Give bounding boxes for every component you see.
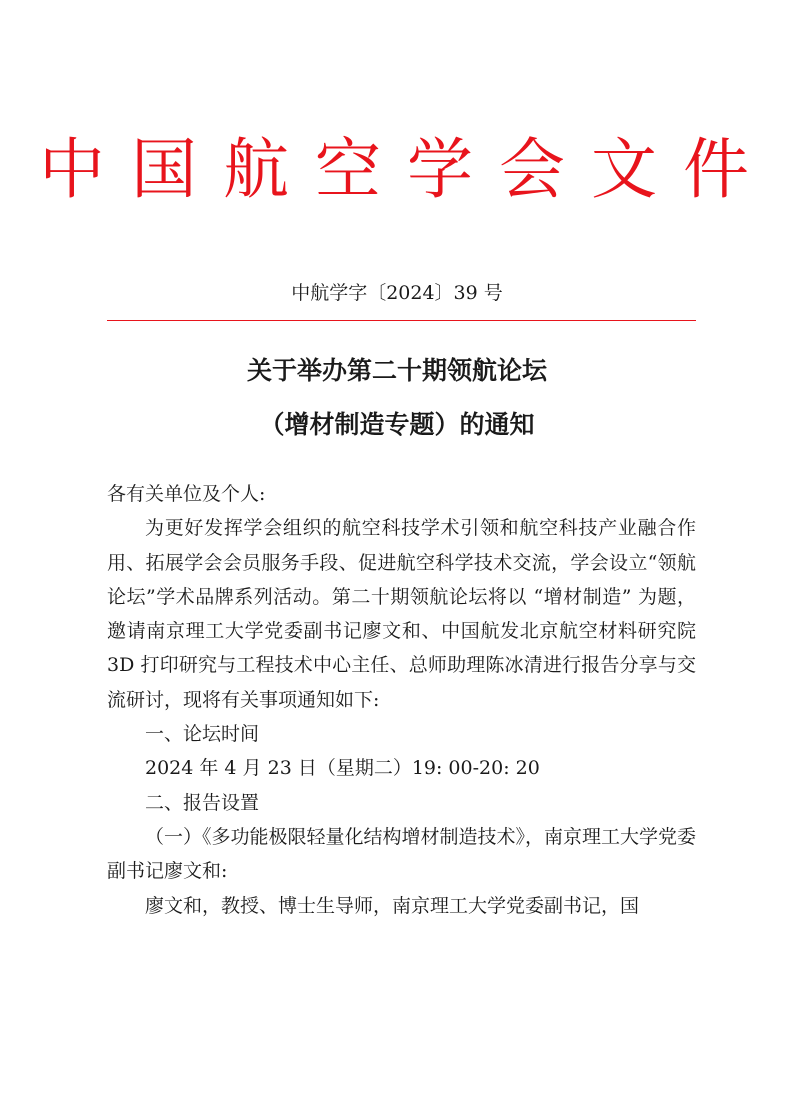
report-item-1: （一）《多功能极限轻量化结构增材制造技术》，南京理工大学党委副书记廖文和: bbox=[107, 825, 697, 883]
report-1-speaker-bio: 廖文和，教授、博士生导师，南京理工大学党委副书记，国 bbox=[145, 894, 640, 917]
salutation: 各有关单位及个人: bbox=[107, 483, 266, 505]
document-number: 中航学字〔2024〕39 号 bbox=[291, 282, 503, 304]
intro-paragraph: 为更好发挥学会组织的航空科技学术引领和航空科技产业融合作用、拓展学会会员服务手段、促进航空科学技术交流，学会设立“领航论坛”学术品牌系列活动。第二十期领航论坛将以 “增材制造” 为题，邀请南京理工大学党委副书记廖文和、中国航发北京航空材料研究院 3D 打印研究与工程技术中心主任、总师助理陈冰清进行报告分享与交流研讨，现将有关事项通知如下: bbox=[107, 517, 696, 711]
notice-title bbox=[0, 344, 794, 452]
document-masthead: 中国航空学会文件 bbox=[39, 131, 775, 208]
forum-time: 2024 年 4 月 23 日（星期二）19: 00-20: 20 bbox=[145, 757, 540, 780]
red-divider-line bbox=[107, 320, 696, 321]
notice-body bbox=[107, 477, 696, 923]
notice-title-line-2: （增材制造专题）的通知 bbox=[259, 410, 535, 439]
section-heading-time: 一、论坛时间 bbox=[145, 723, 260, 746]
notice-title-line-1: 关于举办第二十期领航论坛 bbox=[246, 356, 547, 385]
section-heading-reports: 二、报告设置 bbox=[145, 791, 260, 814]
